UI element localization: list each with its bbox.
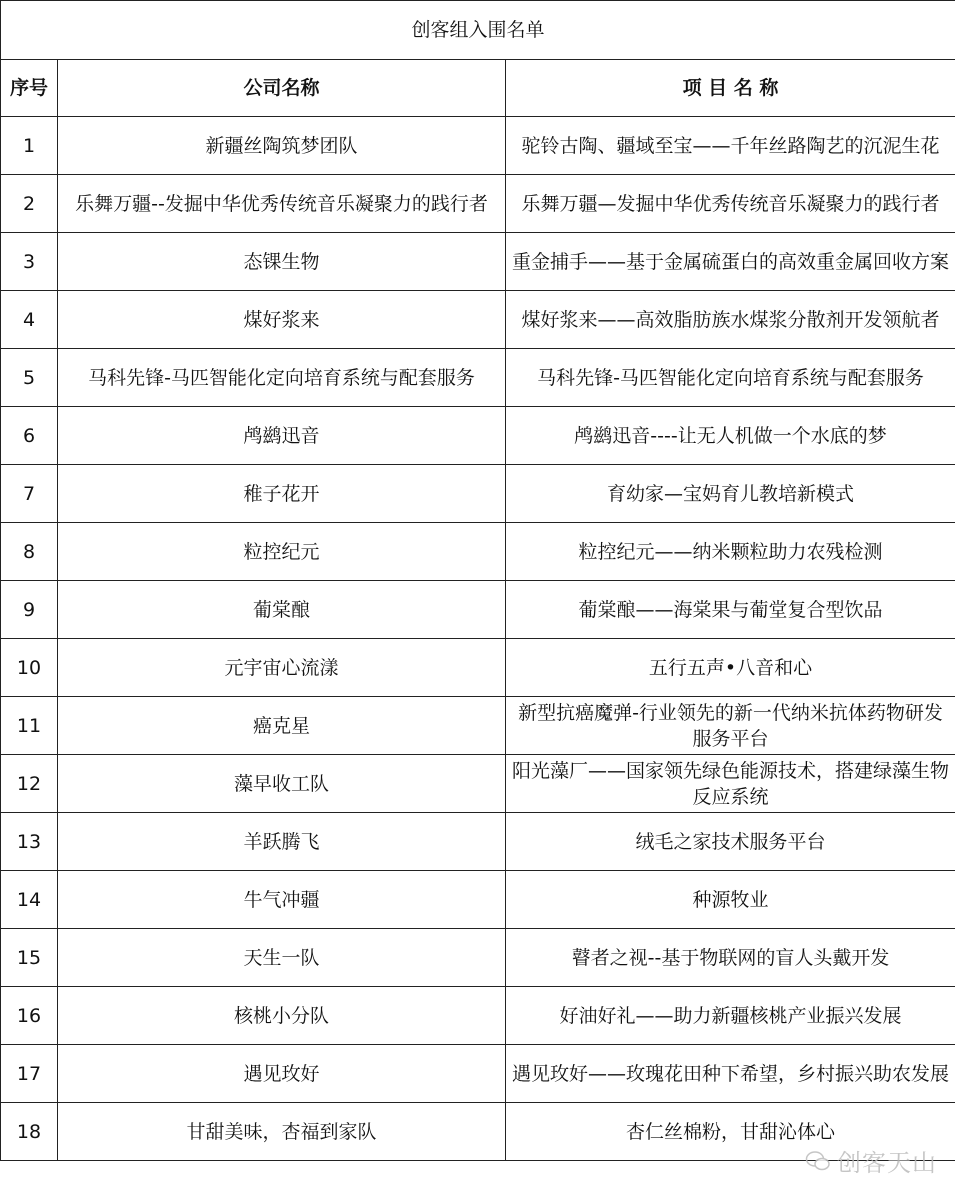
row-number: 18 — [1, 1103, 58, 1161]
header-project: 项 目 名 称 — [506, 60, 955, 117]
row-number: 13 — [1, 813, 58, 871]
project-name: 种源牧业 — [506, 871, 955, 929]
project-name: 绒毛之家技术服务平台 — [506, 813, 955, 871]
company-name: 元宇宙心流漾 — [58, 639, 506, 697]
table-row — [1, 639, 955, 697]
table-row — [1, 813, 955, 871]
table-row — [1, 291, 955, 349]
table-row — [1, 871, 955, 929]
row-number: 11 — [1, 697, 58, 755]
row-number: 6 — [1, 407, 58, 465]
watermark-text: 创客天山 — [837, 1149, 937, 1177]
row-number: 16 — [1, 987, 58, 1045]
row-number: 2 — [1, 175, 58, 233]
table-row — [1, 987, 955, 1045]
row-number: 3 — [1, 233, 58, 291]
table-row — [1, 117, 955, 175]
table-row — [1, 407, 955, 465]
header-company: 公司名称 — [58, 60, 506, 117]
project-name: 阳光藻厂——国家领先绿色能源技术，搭建绿藻生物反应系统 — [506, 755, 955, 813]
table-row — [1, 1045, 955, 1103]
table-row — [1, 581, 955, 639]
table-row — [1, 233, 955, 291]
project-name: 杏仁丝棉粉，甘甜沁体心 — [506, 1103, 955, 1161]
company-name: 稚子花开 — [58, 465, 506, 523]
wechat-icon — [805, 1150, 831, 1172]
table-row — [1, 465, 955, 523]
company-name: 粒控纪元 — [58, 523, 506, 581]
table-row — [1, 755, 955, 813]
project-name: 粒控纪元——纳米颗粒助力农残检测 — [506, 523, 955, 581]
company-name: 癌克星 — [58, 697, 506, 755]
company-name: 牛气冲疆 — [58, 871, 506, 929]
row-number: 15 — [1, 929, 58, 987]
company-name: 甘甜美味，杏福到家队 — [58, 1103, 506, 1161]
company-name: 鸬鹚迅音 — [58, 407, 506, 465]
table-row — [1, 349, 955, 407]
row-number: 4 — [1, 291, 58, 349]
row-number: 14 — [1, 871, 58, 929]
project-name: 乐舞万疆—发掘中华优秀传统音乐凝聚力的践行者 — [506, 175, 955, 233]
project-name: 五行五声•八音和心 — [506, 639, 955, 697]
row-number: 1 — [1, 117, 58, 175]
project-name: 重金捕手——基于金属硫蛋白的高效重金属回收方案 — [506, 233, 955, 291]
row-number: 8 — [1, 523, 58, 581]
company-name: 新疆丝陶筑梦团队 — [58, 117, 506, 175]
header-seq: 序号 — [1, 60, 58, 117]
company-name: 乐舞万疆--发掘中华优秀传统音乐凝聚力的践行者 — [58, 175, 506, 233]
row-number: 12 — [1, 755, 58, 813]
company-name: 藻早收工队 — [58, 755, 506, 813]
table-row — [1, 523, 955, 581]
company-name: 羊跃腾飞 — [58, 813, 506, 871]
project-name: 煤好浆来——高效脂肪族水煤浆分散剂开发领航者 — [506, 291, 955, 349]
company-name: 马科先锋-马匹智能化定向培育系统与配套服务 — [58, 349, 506, 407]
row-number: 17 — [1, 1045, 58, 1103]
project-name: 好油好礼——助力新疆核桃产业振兴发展 — [506, 987, 955, 1045]
table-row — [1, 929, 955, 987]
company-name: 天生一队 — [58, 929, 506, 987]
table-row — [1, 697, 955, 755]
company-name: 核桃小分队 — [58, 987, 506, 1045]
company-name: 遇见玫好 — [58, 1045, 506, 1103]
project-name: 瞽者之视--基于物联网的盲人头戴开发 — [506, 929, 955, 987]
row-number: 9 — [1, 581, 58, 639]
project-name: 育幼家—宝妈育儿教培新模式 — [506, 465, 955, 523]
table-body — [1, 117, 955, 1161]
row-number: 5 — [1, 349, 58, 407]
row-number: 10 — [1, 639, 58, 697]
table-title: 创客组入围名单 — [1, 1, 955, 60]
project-name: 新型抗癌魔弹-行业领先的新一代纳米抗体药物研发服务平台 — [506, 697, 955, 755]
project-name: 遇见玫好——玫瑰花田种下希望，乡村振兴助农发展 — [506, 1045, 955, 1103]
table-row — [1, 175, 955, 233]
company-name: 态锞生物 — [58, 233, 506, 291]
project-name: 马科先锋-马匹智能化定向培育系统与配套服务 — [506, 349, 955, 407]
project-name: 驼铃古陶、疆域至宝——千年丝路陶艺的沉泥生花 — [506, 117, 955, 175]
watermark — [805, 1143, 937, 1178]
company-name: 煤好浆来 — [58, 291, 506, 349]
project-name: 葡棠酿——海棠果与葡堂复合型饮品 — [506, 581, 955, 639]
company-name: 葡棠酿 — [58, 581, 506, 639]
project-name: 鸬鹚迅音----让无人机做一个水底的梦 — [506, 407, 955, 465]
row-number: 7 — [1, 465, 58, 523]
